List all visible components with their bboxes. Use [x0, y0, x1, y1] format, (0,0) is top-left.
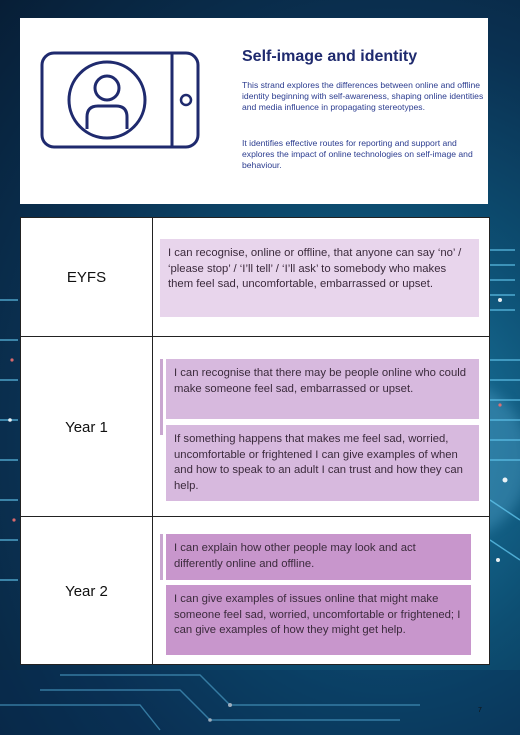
header-card: [20, 18, 488, 204]
statement-box: I can recognise that there may be people online who could make someone feel sad, embarrassed or upset.: [166, 359, 479, 419]
table-row: [21, 218, 489, 336]
statement-box: I can explain how other people may look and act differently online and offline.: [166, 534, 471, 580]
row-label: Year 2: [21, 517, 153, 665]
outcomes-table: [20, 217, 490, 665]
statement-box: I can recognise, online or offline, that anyone can say ‘no’ / ‘please stop’ / ‘I’ll tell’ / ‘I’ll ask’ to somebody who makes them feel sad, uncomfortable, embarrassed or upset.: [160, 239, 479, 317]
smartphone-profile-icon: [40, 51, 200, 149]
statement-bar: [160, 534, 163, 580]
statement-box: I can give examples of issues online that might make someone feel sad, worried, uncomfortable or frightened; I can give examples of how they might get help.: [166, 585, 471, 655]
table-row: [21, 516, 489, 665]
intro-paragraph: This strand explores the differences between online and offline identity beginning with self-awareness, shaping online identities and media influence in propagating stereotypes.: [242, 80, 484, 112]
row-label: Year 1: [21, 337, 153, 517]
support-paragraph: It identifies effective routes for reporting and support and explores the impact of online technologies on self-image and behaviour.: [242, 138, 473, 170]
statement-box: If something happens that makes me feel sad, worried, uncomfortable or frightened I can give examples of when and how to speak to an adult I can trust and how they can help.: [166, 425, 479, 501]
statement-bar: [160, 359, 163, 435]
table-row: [21, 336, 489, 517]
page-title: Self-image and identity: [242, 48, 418, 65]
row-label: EYFS: [21, 218, 153, 336]
page-number: 7: [478, 707, 482, 714]
